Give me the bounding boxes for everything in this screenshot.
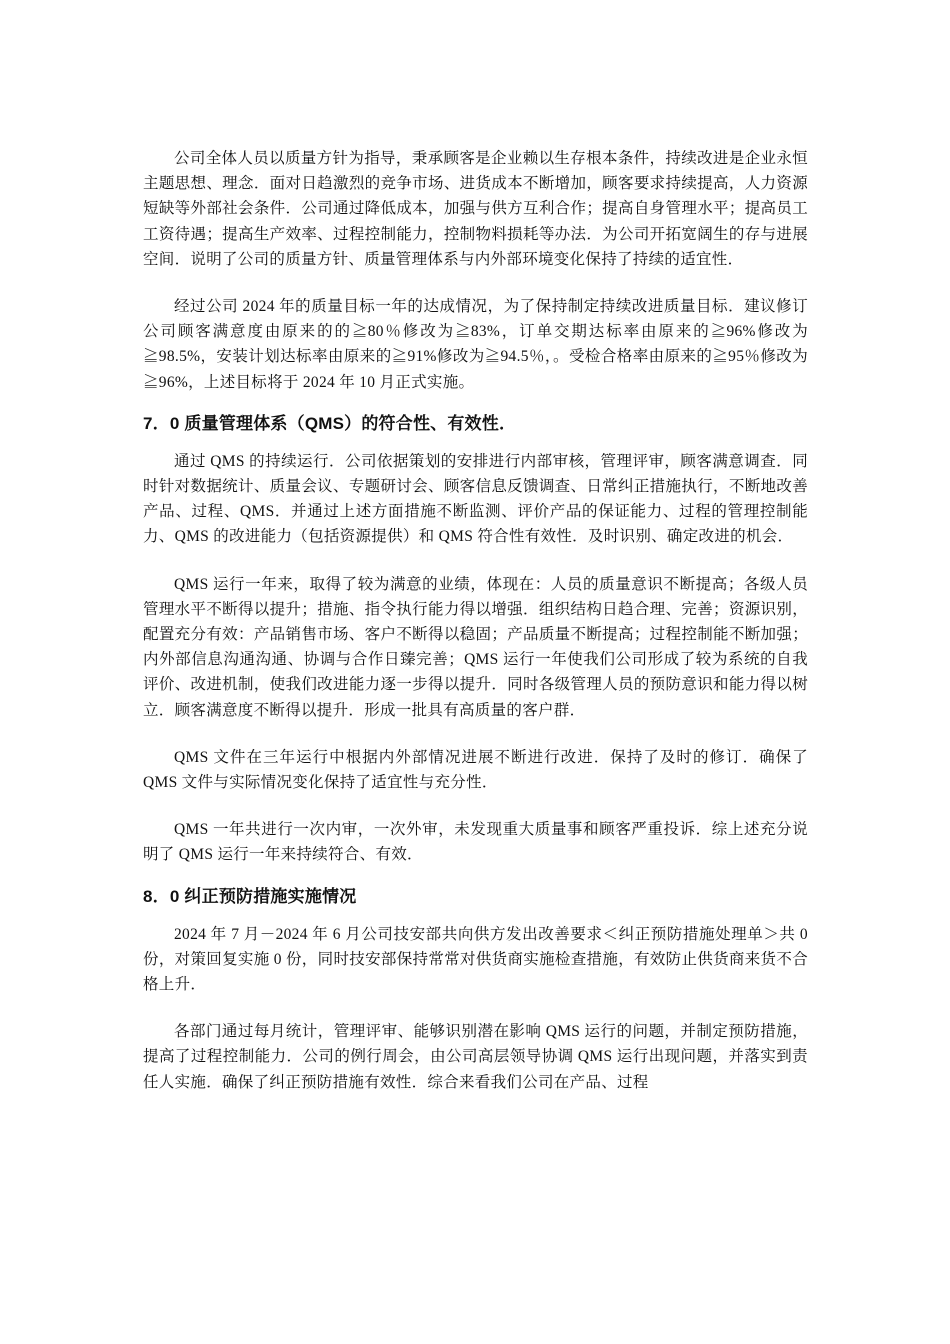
paragraph-supplier-corrective: 2024 年 7 月－2024 年 6 月公司技安部共向供方发出改善要求＜纠正预防措施处理单＞共 0 份，对策回复实施 0 份，同时技安部保持常常对供货商实施检查措施，有效防止供货商来货不合格上升． [143,925,808,994]
paragraph-preventive-measures: 各部门通过每月统计，管理评审、能够识别潜在影响 QMS 运行的问题，并制定预防措施，提高了过程控制能力．公司的例行周会，由公司高层领导协调 QMS 运行出现问题，并落实到责任人实施．确保了纠正预防措施有效性．综合来看我们公司在产品、过程 [143,1023,808,1091]
section-heading-8: 8．0 纠正预防措施实施情况 [143,886,357,906]
paragraph-quality-policy: 公司全体人员以质量方针为指导，秉承顾客是企业赖以生存根本条件，持续改进是企业永恒主题思想、理念．面对日趋激烈的竞争市场、进货成本不断增加，顾客要求持续提高，人力资源短缺等外部社会条件．公司通过降低成本，加强与供方互利合作；提高自身管理水平；提高员工工资待遇；提高生产效率、过程控制能力，控制物料损耗等办法．为公司开拓宽阔生的存与进展空间．说明了公司的质量方针、质量管理体系与内外部环境变化保持了持续的适宜性． [143,150,808,268]
paragraph-qms-documents: QMS 文件在三年运行中根据内外部情况进展不断进行改进．保持了及时的修订．确保了 QMS 文件与实际情况变化保持了适宜性与充分性． [143,748,808,792]
paragraph-quality-targets: 经过公司 2024 年的质量目标一年的达成情况，为了保持制定持续改进质量目标．建议修订公司顾客满意度由原来的的≧80％修改为≧83%，订单交期达标率由原来的≧96%修改为≧98.5%，安装计划达标率由原来的≧91%修改为≧94.5％，。受检合格率由原来的≧95％修改为≧96%，上述目标将于 2024 年 10 月正式实施。 [143,298,808,391]
paragraph-qms-audits: QMS 一年共进行一次内审，一次外审，未发现重大质量事和顾客严重投诉．综上述充分说明了 QMS 运行一年来持续符合、有效． [143,821,808,864]
paragraph-qms-operation: 通过 QMS 的持续运行．公司依据策划的安排进行内部审核，管理评审，顾客满意调查．同时针对数据统计、质量会议、专题研讨会、顾客信息反馈调查、日常纠正措施执行，不断地改善产品、过程、QMS．并通过上述方面措施不断监测、评价产品的保证能力、过程的管理控制能力、QMS 的改进能力（包括资源提供）和 QMS 符合性有效性．及时识别、确定改进的机会． [143,452,808,546]
paragraph-qms-achievements: QMS 运行一年来，取得了较为满意的业绩，体现在：人员的质量意识不断提高；各级人员管理水平不断得以提升；措施、指令执行能力得以增强．组织结构日趋合理、完善；资源识别，配置充分有效：产品销售市场、客户不断得以稳固；产品质量不断提高；过程控制能不断加强；内外部信息沟通沟通、协调与合作日臻完善；QMS 运行一年使我们公司形成了较为系统的自我评价、改进机制，使我们改进能力逐一步得以提升．同时各级管理人员的预防意识和能力得以树立．顾客满意度不断得以提升．形成一批具有高质量的客户群． [143,575,808,719]
document-body [143,146,808,1095]
section-heading-7: 7．0 质量管理体系（QMS）的符合性、有效性． [143,413,517,433]
